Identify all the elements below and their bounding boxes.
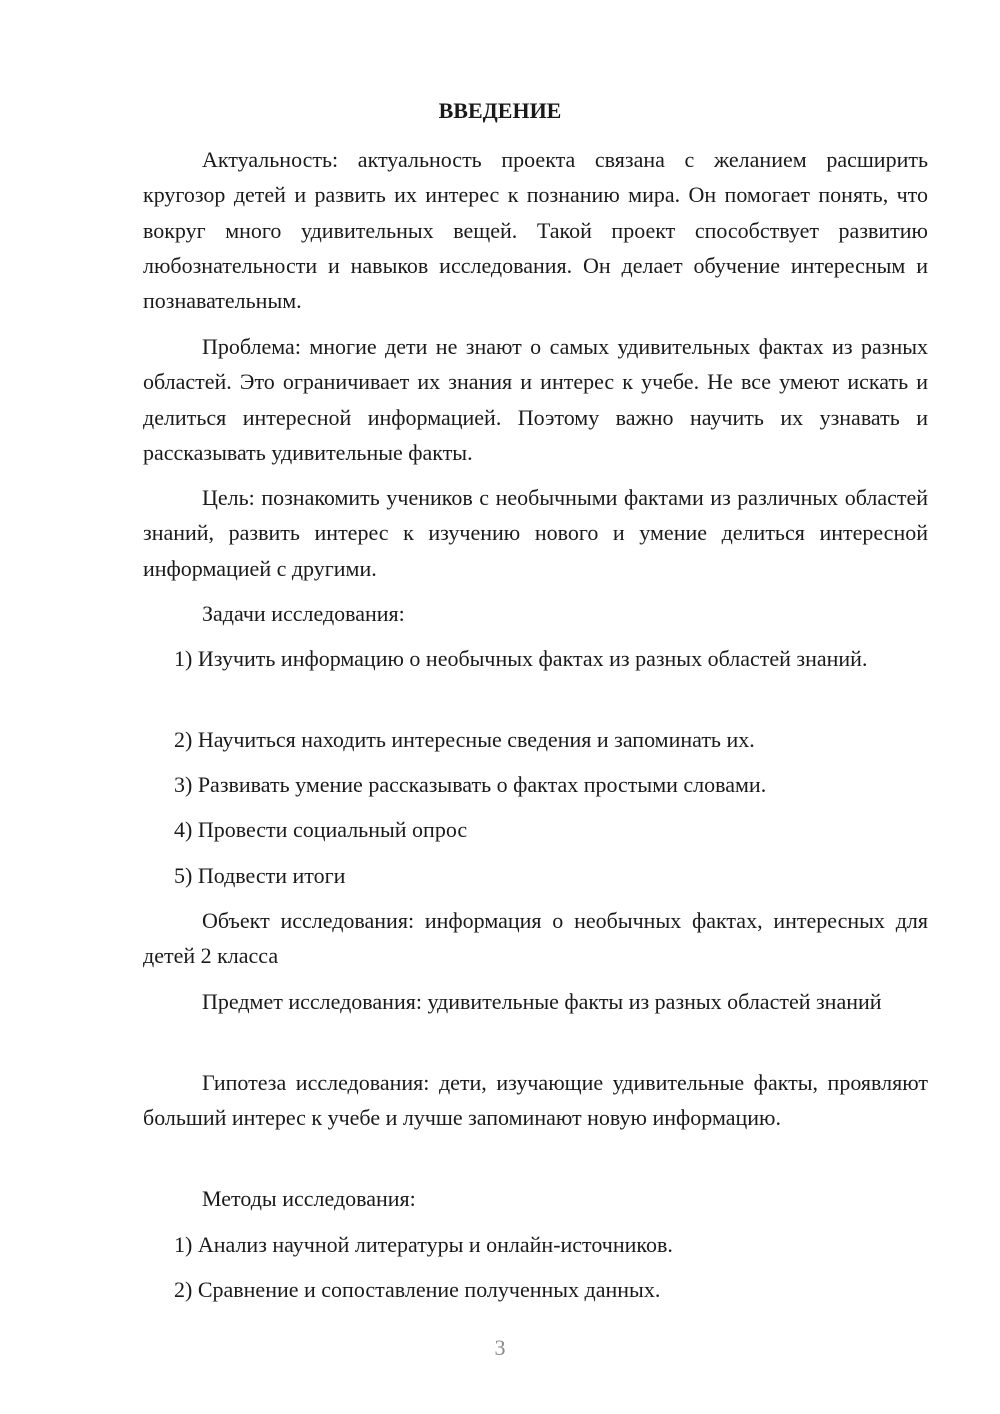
page-number: 3 [494, 1335, 506, 1360]
task-item-2: 2) Научиться находить интересные сведения и запоминать их. [174, 727, 755, 752]
task-item-3: 3) Развивать умение рассказывать о фактах простыми словами. [174, 772, 767, 797]
hypothesis-paragraph: Гипотеза исследования: дети, изучающие удивительные факты, проявляют больший интерес к учебе и лучше запоминают новую информацию. [143, 1070, 928, 1131]
task-item-5: 5) Подвести итоги [174, 863, 346, 888]
goal-paragraph: Цель: познакомить учеников с необычными фактами из различных областей знаний, развить интерес к изучению нового и умение делиться интересной информацией с другими. [143, 485, 928, 581]
relevance-paragraph: Актуальность: актуальность проекта связана с желанием расширить кругозор детей и развить их интерес к познанию мира. Он помогает понять, что вокруг много удивительных вещей. Такой проект способствует развитию любознательности и навыков исследования. Он делает обучение интересным и познавательным. [143, 147, 928, 314]
task-item-1: 1) Изучить информацию о необычных фактах из разных областей знаний. [174, 646, 868, 671]
object-paragraph: Объект исследования: информация о необычных фактах, интересных для детей 2 класса [143, 908, 928, 969]
problem-paragraph: Проблема: многие дети не знают о самых удивительных фактах из разных областей. Это ограничивает их знания и интерес к учебе. Не все умеют искать и делиться интересной информацией. Поэтому важно научить их узнавать и рассказывать удивительные факты. [143, 334, 928, 465]
methods-heading: Методы исследования: [202, 1186, 416, 1211]
subject-paragraph: Предмет исследования: удивительные факты из разных областей знаний [202, 989, 882, 1014]
task-item-4: 4) Провести социальный опрос [174, 817, 468, 842]
page-title: ВВЕДЕНИЕ [438, 98, 562, 123]
method-item-2: 2) Сравнение и сопоставление полученных данных. [174, 1277, 661, 1302]
method-item-1: 1) Анализ научной литературы и онлайн-источников. [174, 1232, 673, 1257]
tasks-heading: Задачи исследования: [202, 601, 405, 626]
